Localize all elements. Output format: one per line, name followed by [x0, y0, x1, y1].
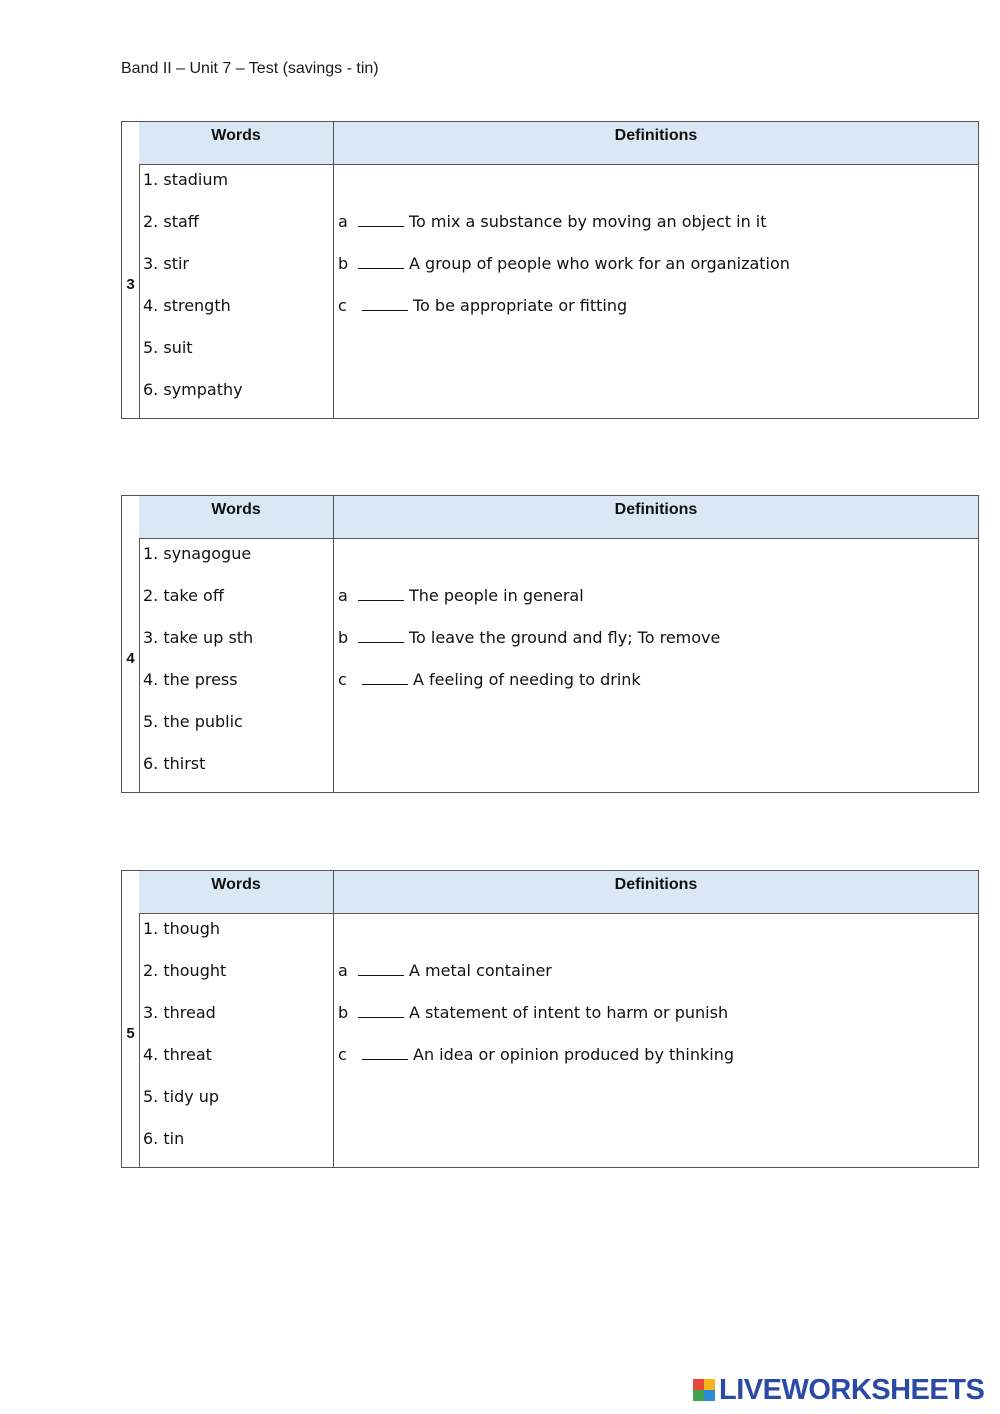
- definition-letter: a: [338, 586, 348, 605]
- definition-row: [338, 212, 767, 231]
- definition-row: [338, 1003, 728, 1022]
- word-item: 5. suit: [143, 338, 193, 357]
- words-column: [139, 539, 334, 792]
- exercise-number: 3: [126, 276, 135, 293]
- definition-text: A feeling of needing to drink: [413, 670, 641, 689]
- word-item: 4. the press: [143, 670, 238, 689]
- answer-blank[interactable]: [358, 254, 404, 269]
- word-item: 3. stir: [143, 254, 189, 273]
- word-item: 1. stadium: [143, 170, 229, 189]
- answer-blank[interactable]: [362, 670, 408, 685]
- definition-text: A metal container: [409, 961, 552, 980]
- definition-row: [338, 254, 790, 273]
- word-item: 2. thought: [143, 961, 227, 980]
- word-item: 1. though: [143, 919, 220, 938]
- exercise-table: [121, 121, 979, 419]
- definition-letter: b: [338, 1003, 349, 1022]
- definition-row: [338, 586, 584, 605]
- definition-text: A statement of intent to harm or punish: [409, 1003, 729, 1022]
- definitions-column: [334, 165, 978, 418]
- definitions-column: [334, 539, 978, 792]
- definition-row: [338, 1045, 734, 1064]
- definition-letter: b: [338, 254, 349, 273]
- answer-blank[interactable]: [358, 212, 404, 227]
- definition-row: [338, 628, 720, 647]
- words-header: Words: [139, 122, 334, 165]
- word-item: 6. thirst: [143, 754, 206, 773]
- definition-text: The people in general: [409, 586, 584, 605]
- word-item: 3. take up sth: [143, 628, 254, 647]
- word-item: 1. synagogue: [143, 544, 252, 563]
- words-header: Words: [139, 871, 334, 914]
- definition-text: A group of people who work for an organization: [409, 254, 790, 273]
- definition-text: An idea or opinion produced by thinking: [413, 1045, 735, 1064]
- definitions-column: [334, 914, 978, 1167]
- logo-text: LIVEWORKSHEETS: [719, 1373, 985, 1406]
- answer-blank[interactable]: [362, 296, 408, 311]
- definition-text: To mix a substance by moving an object in it: [409, 212, 767, 231]
- definition-row: [338, 296, 627, 315]
- worksheet-title: Band II – Unit 7 – Test (savings - tin): [121, 60, 379, 77]
- word-item: 4. strength: [143, 296, 231, 315]
- definition-row: [338, 961, 552, 980]
- answer-blank[interactable]: [358, 961, 404, 976]
- word-item: 2. staff: [143, 212, 199, 231]
- exercise-number-column: [122, 122, 140, 418]
- exercise-table: [121, 870, 979, 1168]
- exercise-number: 5: [126, 1025, 135, 1042]
- definition-letter: a: [338, 961, 348, 980]
- definition-letter: c: [338, 296, 347, 315]
- definition-letter: b: [338, 628, 349, 647]
- definitions-header: Definitions: [334, 871, 978, 914]
- answer-blank[interactable]: [358, 586, 404, 601]
- word-item: 5. the public: [143, 712, 243, 731]
- definition-text: To be appropriate or fitting: [413, 296, 628, 315]
- word-item: 6. sympathy: [143, 380, 243, 399]
- exercise-number-column: [122, 871, 140, 1167]
- exercise-table: [121, 495, 979, 793]
- definition-letter: a: [338, 212, 348, 231]
- exercise-number: 4: [126, 650, 135, 667]
- definition-row: [338, 670, 641, 689]
- word-item: 5. tidy up: [143, 1087, 220, 1106]
- definitions-header: Definitions: [334, 122, 978, 165]
- words-column: [139, 165, 334, 418]
- answer-blank[interactable]: [362, 1045, 408, 1060]
- answer-blank[interactable]: [358, 1003, 404, 1018]
- definitions-header: Definitions: [334, 496, 978, 539]
- definition-text: To leave the ground and fly; To remove: [409, 628, 721, 647]
- words-column: [139, 914, 334, 1167]
- word-item: 6. tin: [143, 1129, 185, 1148]
- word-item: 4. threat: [143, 1045, 212, 1064]
- logo-icon: [693, 1379, 715, 1401]
- definition-letter: c: [338, 670, 347, 689]
- definition-letter: c: [338, 1045, 347, 1064]
- word-item: 3. thread: [143, 1003, 216, 1022]
- words-header: Words: [139, 496, 334, 539]
- liveworksheets-logo: [693, 1374, 984, 1406]
- word-item: 2. take off: [143, 586, 224, 605]
- answer-blank[interactable]: [358, 628, 404, 643]
- exercise-number-column: [122, 496, 140, 792]
